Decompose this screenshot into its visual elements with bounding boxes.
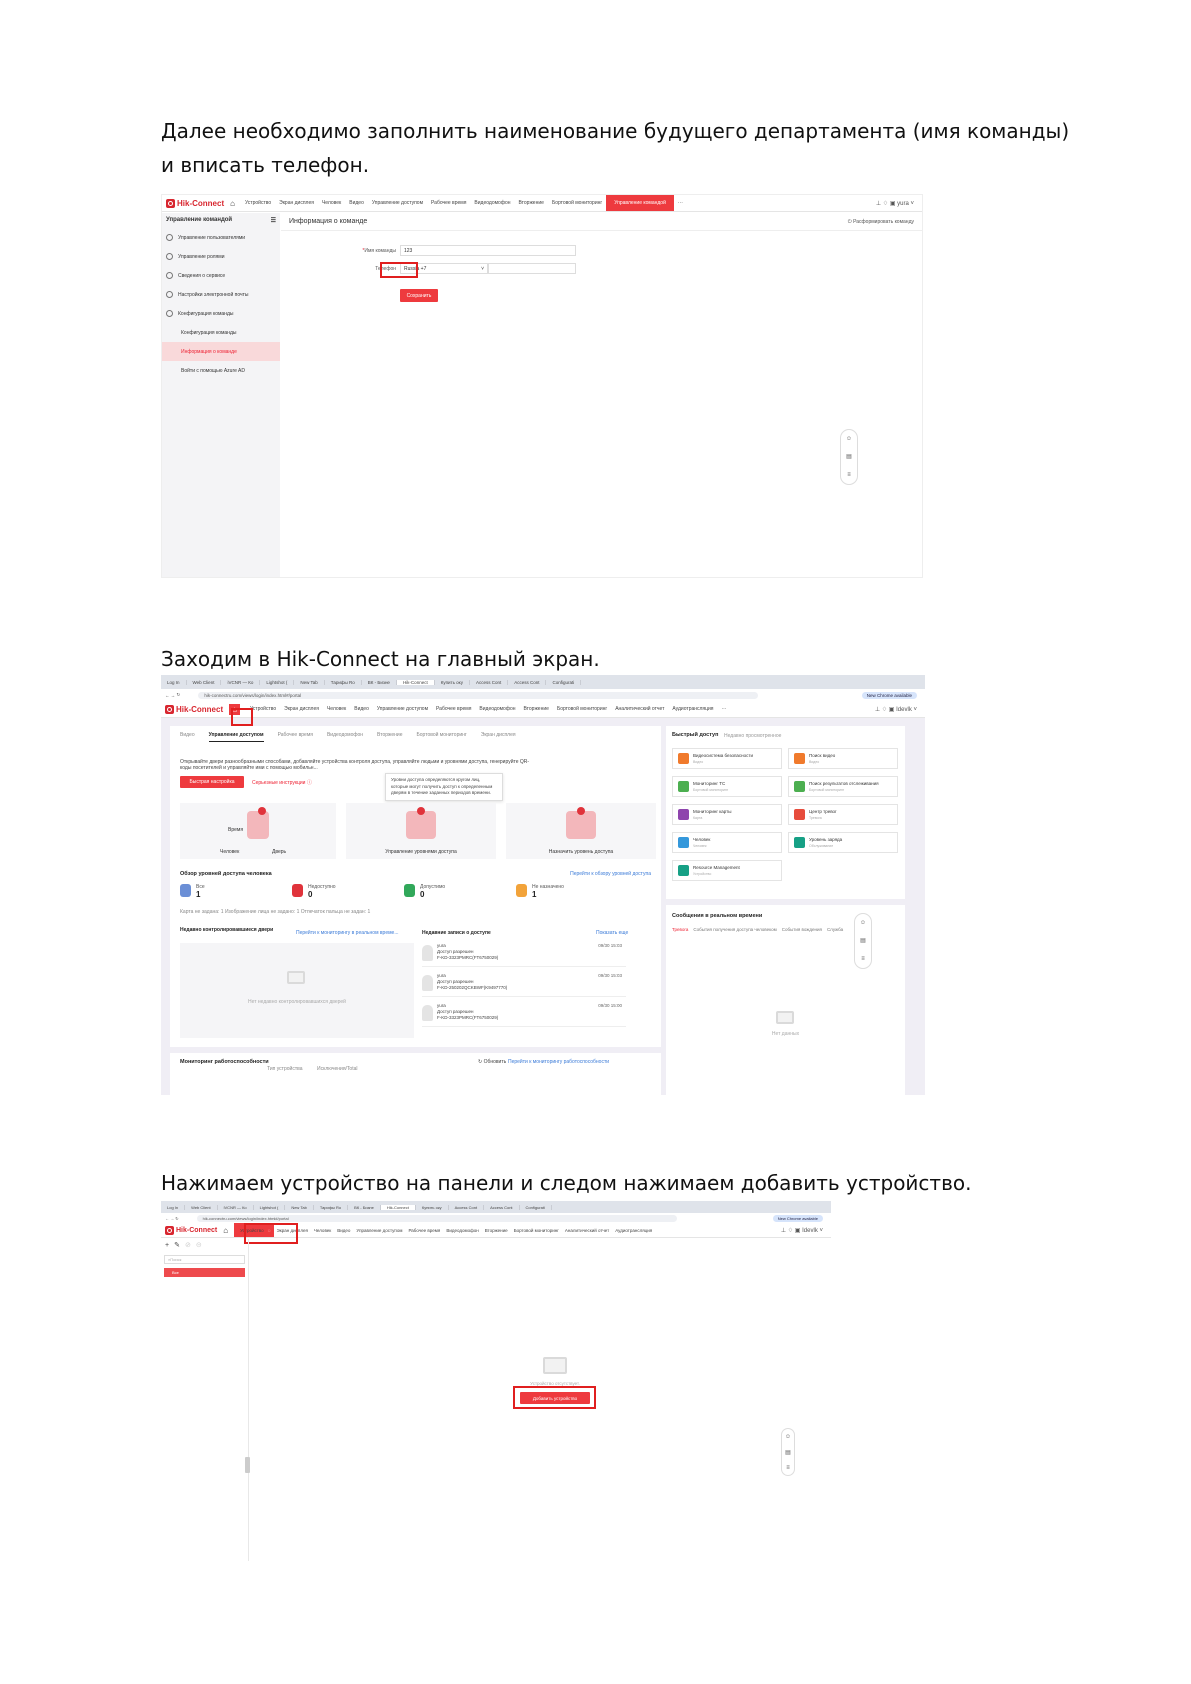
sidebar-item-label: Управление ролями: [178, 253, 225, 260]
record-status: Доступ разрешен: [437, 1009, 474, 1014]
nav-item[interactable]: ···: [677, 200, 683, 206]
top-right-tools: ⊥ ♢ ▣ Idevlk ˅: [780, 1227, 823, 1234]
quick-access-title: Быстрый доступ: [672, 732, 719, 738]
nav-item[interactable]: Аналитический отчет: [564, 1227, 610, 1233]
access-level-stat[interactable]: [292, 884, 336, 899]
hik-logo-icon: [165, 1226, 174, 1235]
quick-access-item[interactable]: [672, 832, 782, 853]
country-select[interactable]: Russia +7 ˅: [400, 263, 488, 274]
level-value: 0: [420, 890, 425, 899]
sidebar-item-icon: [166, 291, 173, 298]
record-name: yura: [437, 1003, 446, 1008]
quick-access-item[interactable]: [672, 860, 782, 881]
user-menu[interactable]: Idevlk: [896, 706, 912, 713]
health-col-type: Тип устройства: [267, 1066, 303, 1072]
record-device: F-KD-250202QCKBWF(K9497770): [437, 985, 508, 990]
module-tab[interactable]: Рабочее время: [277, 732, 313, 738]
access-control-card: [170, 726, 661, 1047]
main-panel: [281, 213, 922, 577]
group-tools: [161, 1239, 248, 1251]
level-label: Все: [196, 884, 205, 890]
back-icon[interactable]: ←: [165, 1215, 169, 1221]
level-label: Недоступно: [308, 884, 336, 890]
module-tab[interactable]: Вторжение: [377, 732, 403, 738]
access-record-row[interactable]: [422, 941, 626, 967]
team-name-input[interactable]: 123: [400, 245, 576, 256]
level-icon: [292, 884, 303, 897]
browser-tab[interactable]: Access Cont: [470, 680, 508, 685]
quick-access-title: Мониторинг ТС: [693, 780, 726, 786]
device-group-sidebar: [161, 1239, 249, 1561]
level-icon: [516, 884, 527, 897]
health-link[interactable]: Перейти к мониторингу работоспособности: [508, 1059, 610, 1065]
access-level-stat[interactable]: [180, 884, 205, 899]
intro-text: Открывайте двери разнообразными способами, добавляйте устройства контроля доступа, управляйте людьми и уровнями доступа, генерируйте QR-коды посетителей и управляйте ими с помощью мобильн...: [180, 759, 530, 771]
quick-access-card: [666, 726, 905, 899]
nav-item[interactable]: Управление доступом: [356, 1227, 403, 1233]
highlight-device-tab: [244, 1223, 298, 1244]
quick-access-sub: Человек: [693, 843, 707, 848]
browser-tab[interactable]: iVCNR — Ко: [221, 680, 260, 685]
browser-tab[interactable]: iVCNR — Ко: [218, 1205, 254, 1210]
nav-item[interactable]: Бортовой мониторинг: [556, 706, 608, 712]
nav-item[interactable]: Экран дисплея: [276, 1227, 308, 1233]
back-icon[interactable]: ←: [165, 692, 170, 698]
nav-item[interactable]: Аналитический отчет: [615, 706, 665, 712]
module-tabs: [170, 726, 661, 742]
team-name-row: *Имя команды 123: [360, 245, 576, 256]
nav-item[interactable]: Вторжение: [484, 1227, 508, 1233]
browser-tab[interactable]: ВК - Бизне: [348, 1205, 381, 1210]
nav-item[interactable]: Человек: [321, 200, 342, 206]
recently-viewed-tab[interactable]: Недавно просмотренное: [724, 733, 782, 739]
app-logo[interactable]: Hik-Connect: [166, 199, 224, 208]
highlight-phone-label: [380, 262, 418, 278]
quick-access-sub: Видео: [809, 759, 820, 764]
chrome-update-button[interactable]: New Chrome available: [862, 692, 917, 699]
avatar: [422, 1005, 433, 1021]
quick-access-item[interactable]: [672, 804, 782, 825]
phone-label: Телефон: [375, 265, 396, 272]
sidebar-subitem[interactable]: Войти с помощью Azure AD: [181, 367, 245, 374]
browser-tab[interactable]: Web Client: [185, 1205, 218, 1210]
nav-item[interactable]: Экран дисплея: [279, 200, 314, 206]
manage-levels-illustration: [406, 811, 436, 839]
sidebar: [162, 213, 280, 577]
user-menu[interactable]: yura: [897, 200, 909, 207]
health-col-exceptions: Исключения/Total: [317, 1066, 358, 1072]
page-header: [281, 213, 922, 231]
chart-icon[interactable]: ⊥: [875, 200, 882, 207]
doors-empty-text: Нет недавно контролировавшихся дверей: [248, 999, 346, 1005]
nav-item[interactable]: Видео: [349, 200, 364, 206]
access-record-row[interactable]: [422, 971, 626, 997]
browser-tab[interactable]: Тарифы Ro: [314, 1205, 348, 1210]
message-tab[interactable]: Служба: [826, 927, 844, 932]
quick-access-icon: [678, 837, 689, 848]
message-tab[interactable]: Тревога: [672, 927, 689, 932]
sidebar-resize-handle[interactable]: [245, 1457, 250, 1473]
module-tab[interactable]: Экран дисплея: [480, 732, 516, 738]
quick-access-item[interactable]: [788, 804, 898, 825]
team-name-label: Имя команды: [364, 247, 396, 254]
delete-icon[interactable]: ⊘: [184, 1242, 196, 1249]
quick-access-item[interactable]: [788, 832, 898, 853]
screenshot-device-page: [161, 1201, 831, 1561]
browser-tab[interactable]: Access Cont: [449, 1205, 484, 1210]
level-value: 0: [308, 890, 313, 899]
nav-item[interactable]: Рабочее время: [436, 706, 472, 712]
highlight-add-device: [513, 1386, 596, 1409]
hik-logo-icon: [165, 705, 174, 714]
empty-device-icon: [543, 1357, 567, 1374]
quick-access-icon: [678, 781, 689, 792]
quick-access-sub: Тревога: [809, 815, 822, 820]
quick-access-sub: Видео: [693, 759, 704, 764]
sidebar-item-icon: [166, 234, 173, 241]
record-status: Доступ разрешен: [437, 979, 474, 984]
top-right-tools: ⊥ ♢ ▣ yura ˅: [875, 200, 914, 207]
level-value: 1: [532, 890, 537, 899]
quick-access-icon: [678, 809, 689, 820]
messages-tabs: [672, 927, 843, 932]
browser-tab[interactable]: Lightshot (: [260, 680, 294, 685]
quick-access-icon: [794, 837, 805, 848]
nav-item[interactable]: Видеодомофон: [479, 706, 516, 712]
record-time: 09/30 15:03: [598, 973, 622, 978]
nav-item[interactable]: ···: [721, 706, 727, 712]
floating-toolbar: [840, 429, 858, 485]
level-icon: [180, 884, 191, 897]
record-name: yura: [437, 973, 446, 978]
browser-tab[interactable]: Log In: [161, 1205, 185, 1210]
quick-access-title: Видеосистема безопасности: [693, 752, 753, 758]
setup-steps: [180, 803, 656, 859]
module-tab[interactable]: Бортовой мониторинг: [416, 732, 467, 738]
doors-title: Недавно контролировавшиеся двери: [180, 927, 274, 933]
nav-item[interactable]: Видеодомофон: [474, 200, 511, 206]
module-tab[interactable]: Видеодомофон: [326, 732, 364, 738]
health-card: [170, 1053, 661, 1095]
reload-icon[interactable]: ↻: [176, 692, 181, 697]
quick-access-icon: [678, 865, 689, 876]
sidebar-item[interactable]: [162, 247, 280, 266]
home-icon[interactable]: ⌂: [230, 198, 235, 208]
record-status: Доступ разрешен: [437, 949, 474, 954]
browser-tabs: [161, 1201, 831, 1213]
sidebar-item[interactable]: [162, 266, 280, 285]
records-more-link[interactable]: Показать еще: [596, 930, 629, 936]
records-title: Недавние записи о доступе: [422, 930, 491, 936]
step-assign-level[interactable]: Назначить уровень доступа: [506, 803, 656, 859]
url-field[interactable]: hik-connectru.com/views/login/index.html#/portal: [197, 1215, 677, 1222]
record-device: F-KD-3323PMRC(FT6750029): [437, 1015, 499, 1020]
quick-access-title: Поиск видео: [809, 752, 836, 758]
screenshot-team-info: [161, 194, 923, 578]
sidebar-item[interactable]: [162, 304, 280, 323]
quick-access-title: Центр тревог: [809, 808, 837, 814]
support-icon[interactable]: ☺: [784, 1433, 792, 1440]
browser-tab[interactable]: Купить оку: [416, 1205, 449, 1210]
list-icon[interactable]: ≡: [786, 1464, 790, 1471]
paragraph-add-device: Нажимаем устройство на панели и следом нажимаем добавить устройство.: [161, 1171, 972, 1195]
quick-access-icon: [794, 753, 805, 764]
sidebar-item-icon: [166, 253, 173, 260]
browser-tab[interactable]: Купить оку: [435, 680, 470, 685]
overview-link[interactable]: Перейти к обзору уровней доступа: [570, 871, 651, 877]
sidebar-title: Управление командой ☰: [166, 217, 276, 224]
app-logo[interactable]: Hik-Connect: [165, 1226, 217, 1235]
group-item-all[interactable]: Все: [164, 1268, 245, 1277]
highlight-home-button: [231, 708, 253, 726]
nav-item[interactable]: Устройство: [249, 706, 277, 712]
nav-item[interactable]: Человек: [326, 706, 347, 712]
quick-access-item[interactable]: [672, 748, 782, 769]
doors-empty-area: [180, 943, 414, 1038]
overview-footer: Карта не задана: 1 Изображение лица не задано: 1 Отпечаток пальца не задан: 1: [180, 909, 371, 915]
nav-device-active[interactable]: Устройство ◌: [234, 1223, 273, 1237]
top-navigation: [162, 195, 922, 212]
forward-icon[interactable]: →: [170, 692, 176, 698]
avatar: [422, 975, 433, 991]
browser-tab[interactable]: Hik-Connect: [397, 680, 435, 685]
quick-access-title: Мониторинг карты: [693, 808, 732, 814]
quick-access-title: Поиск результатов отслеживания: [809, 780, 879, 786]
empty-box-icon: [776, 1011, 794, 1024]
module-nav: [241, 195, 687, 211]
support-icon[interactable]: ☺: [859, 919, 867, 926]
nav-item[interactable]: Человек: [313, 1227, 332, 1233]
module-tab[interactable]: Управление доступом: [209, 732, 264, 742]
quick-access-title: Уровень заряда: [809, 836, 843, 842]
paragraph-team-info: Далее необходимо заполнить наименование будущего департамента (имя команды) и вписать телефон.: [161, 119, 1070, 177]
quick-access-sub: Устройство: [693, 871, 712, 876]
browser-tab[interactable]: Lightshot (: [254, 1205, 286, 1210]
browser-tab[interactable]: New Tab: [294, 680, 324, 685]
quick-access-sub: Бортовой мониторинг: [693, 787, 729, 792]
nav-item[interactable]: Бортовой мониторинг: [551, 200, 603, 206]
top-right-tools: ⊥ ♢ ▣ Idevlk ˅: [874, 706, 917, 713]
collapse-icon[interactable]: ☰: [270, 218, 276, 224]
sidebar-item-label: Сведения о сервисе: [178, 272, 226, 279]
browser-tab[interactable]: New Tab: [285, 1205, 314, 1210]
phone-input[interactable]: [488, 263, 576, 274]
nav-item[interactable]: Вторжение: [523, 706, 549, 712]
level-value: 1: [196, 890, 201, 899]
step-person-door[interactable]: Время Человек Дверь: [180, 803, 336, 859]
sidebar-subitem[interactable]: Информация о команде: [162, 342, 280, 361]
book-icon[interactable]: ▤: [785, 1449, 791, 1456]
message-tab[interactable]: События вождения: [781, 927, 822, 932]
refresh-button[interactable]: ↻ Обновить: [478, 1059, 507, 1065]
browser-tab[interactable]: Web Client: [187, 680, 222, 685]
sidebar-subitem[interactable]: Конфигурация команды: [181, 329, 237, 336]
sidebar-item[interactable]: [162, 285, 280, 304]
browser-tab[interactable]: Access Cont: [508, 680, 546, 685]
access-level-stat[interactable]: [404, 884, 445, 899]
user-menu[interactable]: Idevlk: [802, 1227, 818, 1234]
nav-item[interactable]: Рабочее время: [408, 1227, 441, 1233]
more-icon[interactable]: ⊝: [195, 1242, 207, 1249]
list-icon[interactable]: ≡: [847, 472, 851, 479]
step-manage-levels[interactable]: Управление уровнями доступа: [346, 803, 496, 859]
empty-box-icon: [287, 971, 305, 984]
nav-item[interactable]: Аудиотрансляция: [672, 706, 714, 712]
sidebar-item[interactable]: [162, 228, 280, 247]
doors-monitor-link[interactable]: Перейти к мониторингу в реальном време...: [296, 930, 399, 936]
level-icon: [404, 884, 415, 897]
quick-access-icon: [678, 753, 689, 764]
quick-access-sub: Бортовой мониторинг: [809, 787, 845, 792]
nav-item[interactable]: Устройство: [244, 200, 272, 206]
quick-access-sub: Карта: [693, 815, 703, 820]
bell-icon[interactable]: ♢: [882, 200, 889, 207]
nav-item[interactable]: Управление командой: [606, 195, 674, 211]
nav-item[interactable]: Видео: [354, 706, 369, 712]
browser-tab[interactable]: Access Cont: [484, 1205, 519, 1210]
reload-icon[interactable]: ↻: [175, 1215, 179, 1221]
browser-tabs: [161, 675, 925, 689]
store-icon[interactable]: ▣: [889, 200, 896, 207]
floating-toolbar: [781, 1428, 795, 1476]
person-door-illustration: [247, 811, 269, 839]
browser-address-bar: [161, 1213, 831, 1223]
level-label: Допустимо: [420, 884, 446, 890]
browser-tab[interactable]: Hik-Connect: [381, 1205, 416, 1210]
record-device: F-KD-3323PMRC(FT6750029): [437, 955, 499, 960]
home-icon[interactable]: ⌂: [223, 1225, 229, 1235]
screenshot-home-portal: [161, 675, 925, 1095]
nav-item[interactable]: Вторжение: [518, 200, 544, 206]
sidebar-item-icon: [166, 272, 173, 279]
sidebar-item-label: Конфигурация команды: [178, 310, 234, 317]
add-device-button[interactable]: Добавить устройство: [520, 1392, 590, 1404]
edit-icon[interactable]: ✎: [174, 1242, 185, 1249]
book-icon[interactable]: ▤: [860, 938, 866, 945]
tutorials-link[interactable]: Серьезные инструкции ⓘ: [252, 780, 312, 786]
forward-icon[interactable]: →: [170, 1215, 175, 1221]
quick-access-icon: [794, 781, 805, 792]
nav-item[interactable]: Управление доступом: [371, 200, 424, 206]
browser-tab[interactable]: Тарифы Ro: [325, 680, 362, 685]
quick-access-item[interactable]: [672, 776, 782, 797]
assign-level-illustration: [566, 811, 596, 839]
message-tab[interactable]: События получения доступа человеком: [693, 927, 777, 932]
nav-item[interactable]: Видеодомофон: [446, 1227, 479, 1233]
hik-logo-icon: [166, 199, 175, 208]
quick-access-title: Resource Management: [693, 864, 740, 870]
quick-access-item[interactable]: [788, 748, 898, 769]
chrome-update-button[interactable]: New Chrome available: [773, 1215, 823, 1222]
browser-tab[interactable]: Configurati: [546, 680, 581, 685]
sidebar-item-label: Настройки электронной почты: [178, 291, 249, 298]
paragraph-home-screen: Заходим в Hik-Connect на главный экран.: [161, 647, 600, 671]
disband-team-button[interactable]: ⏻ Расформировать команду: [847, 218, 914, 225]
messages-title: Сообщения в реальном времени: [672, 913, 763, 919]
group-search-input[interactable]: ⌕ Поиск: [164, 1255, 245, 1264]
sidebar-item-icon: [166, 310, 173, 317]
home-icon[interactable]: ⌂: [229, 704, 240, 715]
record-time: 09/30 15:03: [598, 943, 622, 948]
quick-access-title: Человек: [693, 836, 711, 842]
messages-empty-text: Нет данных: [771, 1031, 800, 1037]
nav-item[interactable]: Экран дисплея: [284, 706, 319, 712]
save-button[interactable]: Сохранить: [400, 289, 438, 302]
module-nav: [246, 701, 731, 717]
list-icon[interactable]: ≡: [861, 956, 865, 963]
level-label: Не назначено: [532, 884, 564, 890]
quick-setup-button[interactable]: Быстрая настройка: [180, 776, 244, 788]
nav-item[interactable]: Бортовой мониторинг: [513, 1227, 559, 1233]
module-tab[interactable]: Видео: [180, 732, 195, 738]
add-icon[interactable]: +: [165, 1242, 175, 1249]
browser-address-bar: [161, 689, 925, 701]
top-navigation: [161, 701, 925, 718]
access-record-row[interactable]: [422, 1001, 626, 1027]
empty-device-text: Устройство отсутствует.: [530, 1381, 580, 1386]
record-name: yura: [437, 943, 446, 948]
browser-tab[interactable]: ВК - Бизне: [362, 680, 397, 685]
browser-tab[interactable]: Configurati: [520, 1205, 552, 1210]
nav-item[interactable]: Управление доступом: [376, 706, 429, 712]
health-title: Мониторинг работоспособности: [180, 1059, 269, 1065]
quick-access-item[interactable]: [788, 776, 898, 797]
nav-item[interactable]: Аудиотрансляция: [615, 1227, 653, 1233]
overview-title: Обзор уровней доступа человека: [180, 871, 272, 877]
nav-item[interactable]: Видео: [337, 1227, 351, 1233]
book-icon[interactable]: ▤: [846, 454, 852, 461]
sidebar-item-label: Управление пользователями: [178, 234, 246, 241]
chevron-down-icon: ˅: [481, 265, 484, 272]
avatar: [422, 945, 433, 961]
url-field[interactable]: hik-connectru.com/views/login/index.html#/portal: [198, 692, 758, 699]
access-level-tooltip: Уровни доступа определяются кругом лиц, которые могут получить доступ к определенным дверям в течение заданных периодов времени.: [385, 773, 503, 801]
nav-item[interactable]: Рабочее время: [431, 200, 467, 206]
quick-access-icon: [794, 809, 805, 820]
browser-tab[interactable]: Log In: [161, 680, 187, 685]
quick-access-sub: Обслуживание: [809, 843, 834, 848]
app-logo[interactable]: Hik-Connect: [165, 705, 223, 714]
access-level-stat[interactable]: [516, 884, 564, 899]
record-time: 09/30 15:00: [598, 1003, 622, 1008]
floating-toolbar: [854, 913, 872, 969]
page-title: Информация о команде: [289, 218, 368, 225]
support-icon[interactable]: ☺: [845, 435, 853, 442]
